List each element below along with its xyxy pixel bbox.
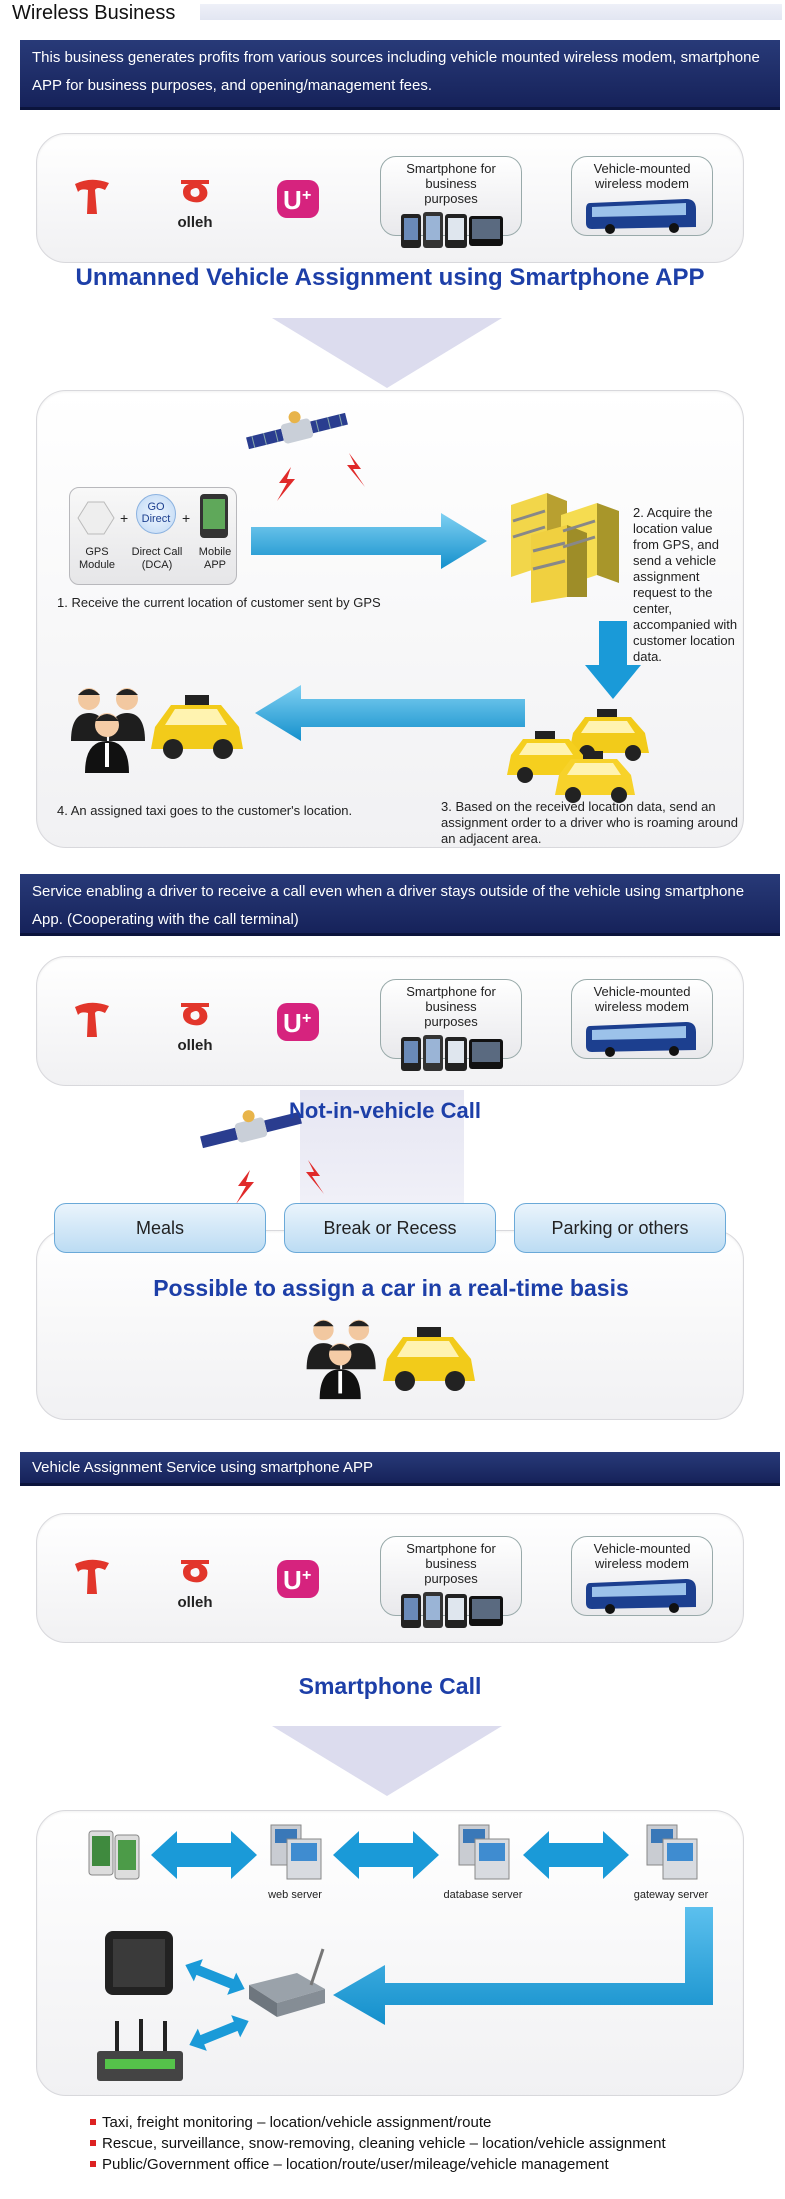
direct-call-label: Direct Call (DCA) bbox=[131, 546, 183, 571]
gps-module-label: GPS Module bbox=[78, 546, 116, 571]
olleh-logo-icon bbox=[175, 1554, 215, 1584]
olleh-label: olleh bbox=[177, 214, 213, 231]
vehicle-modem-badge bbox=[571, 979, 713, 1059]
smartphones-icon bbox=[391, 208, 511, 250]
carrier-panel-2 bbox=[36, 956, 744, 1086]
database-server-label: database server bbox=[443, 1889, 523, 1901]
assigned-taxi-icon bbox=[149, 687, 247, 761]
router-icon bbox=[93, 2017, 187, 2089]
bus-icon bbox=[582, 1016, 702, 1058]
step-2-text: 2. Acquire the location value from GPS, and send a vehicle assignment request to the center, accompanied with customer location data. bbox=[633, 505, 738, 664]
svg-text:U: U bbox=[283, 185, 302, 215]
device-group bbox=[69, 487, 237, 585]
step-3-text: 3. Based on the received location data, send an assignment order to a driver who is roaming around an adjacent area. bbox=[441, 799, 738, 846]
gps-flow-panel bbox=[36, 390, 744, 848]
signal-bolt-icon bbox=[230, 1170, 260, 1204]
smartphone-badge-label: Smartphone for business purposes bbox=[406, 161, 496, 206]
olleh-logo-icon bbox=[175, 997, 215, 1027]
lg-uplus-logo-icon bbox=[275, 999, 321, 1045]
bidirectional-arrow-icon bbox=[333, 1831, 439, 1879]
sk-telecom-logo-icon bbox=[69, 174, 115, 220]
olleh-logo-icon bbox=[175, 174, 215, 204]
pill-meals: Meals bbox=[54, 1203, 266, 1253]
customers-icon bbox=[65, 683, 155, 775]
tablet-icon bbox=[101, 1927, 177, 2001]
svg-text:U: U bbox=[283, 1008, 302, 1038]
sk-telecom-logo-icon bbox=[69, 997, 115, 1043]
arrow-right-icon bbox=[251, 513, 487, 569]
signal-bolt-icon bbox=[271, 467, 301, 501]
bus-icon bbox=[582, 1573, 702, 1615]
smartphone-badge bbox=[380, 1536, 522, 1616]
step-4-text: 4. An assigned taxi goes to the customer's location. bbox=[57, 803, 353, 818]
pill-parking-others: Parking or others bbox=[514, 1203, 726, 1253]
smartphone-badge-label: Smartphone for business purposes bbox=[406, 1541, 496, 1586]
smartphone-badge bbox=[380, 156, 522, 236]
service-banner: Service enabling a driver to receive a call even when a driver stays outside of the vehicle using smartphone App. (Cooperating with the call terminal) bbox=[20, 874, 780, 936]
assigned-taxi-icon bbox=[381, 1319, 479, 1393]
web-server-label: web server bbox=[268, 1889, 322, 1901]
vehicle-modem-badge bbox=[571, 1536, 713, 1616]
section3-headline: Smartphone Call bbox=[298, 1673, 482, 1699]
plus-sign: + bbox=[120, 510, 129, 526]
lg-uplus-logo-icon bbox=[275, 1556, 321, 1602]
olleh-label: olleh bbox=[177, 1037, 213, 1054]
vehicle-assignment-banner: Vehicle Assignment Service using smartphone APP bbox=[20, 1452, 780, 1486]
list-item: Rescue, surveillance, snow-removing, cleaning vehicle – location/vehicle assignment bbox=[90, 2133, 666, 2154]
web-server-icon bbox=[269, 1823, 323, 1881]
svg-text:U: U bbox=[283, 1565, 302, 1595]
carrier-panel-1 bbox=[36, 133, 744, 263]
mobile-phone-icon bbox=[198, 492, 230, 540]
smartphone-badge-label: Smartphone for business purposes bbox=[406, 984, 496, 1029]
taxi-fleet-icon bbox=[503, 699, 673, 809]
mobile-app-label: Mobile APP bbox=[198, 546, 232, 571]
small-bidirectional-arrow-icon bbox=[183, 1959, 247, 1995]
smartphone-badge bbox=[380, 979, 522, 1059]
lg-uplus-logo-icon bbox=[275, 176, 321, 222]
wireless-modem-icon bbox=[241, 1945, 333, 2025]
server-panel bbox=[36, 1810, 744, 2096]
olleh-label: olleh bbox=[177, 1594, 213, 1611]
funnel-arrow-1 bbox=[272, 318, 502, 388]
signal-bolt-icon bbox=[343, 453, 373, 487]
buildings-icon bbox=[501, 485, 625, 605]
arrow-left-icon bbox=[255, 685, 525, 741]
plus-sign: + bbox=[182, 510, 191, 526]
svg-text:+: + bbox=[302, 1010, 312, 1027]
title-rule bbox=[200, 4, 782, 20]
gateway-server-label: gateway server bbox=[633, 1889, 709, 1901]
realtime-panel bbox=[36, 1230, 744, 1420]
bidirectional-arrow-icon bbox=[523, 1831, 629, 1879]
section2-subheadline: Possible to assign a car in a real-time basis bbox=[153, 1275, 629, 1301]
section1-headline: Unmanned Vehicle Assignment using Smartphone APP bbox=[75, 264, 705, 291]
list-item: Taxi, freight monitoring – location/vehicle assignment/route bbox=[90, 2112, 666, 2133]
pill-break-recess: Break or Recess bbox=[284, 1203, 496, 1253]
vehicle-modem-badge bbox=[571, 156, 713, 236]
smartphones-icon bbox=[391, 1588, 511, 1630]
bus-icon bbox=[582, 193, 702, 235]
database-server-icon bbox=[457, 1823, 511, 1881]
vehicle-modem-badge-label: Vehicle-mounted wireless modem bbox=[593, 161, 691, 191]
funnel-arrow-3 bbox=[272, 1726, 502, 1796]
step-1-text: 1. Receive the current location of customer sent by GPS bbox=[57, 595, 381, 610]
arrow-down-icon bbox=[585, 621, 641, 699]
elbow-arrow-icon bbox=[333, 1907, 727, 2037]
svg-text:+: + bbox=[302, 1567, 312, 1584]
gps-module-icon bbox=[76, 498, 116, 538]
carrier-panel-3 bbox=[36, 1513, 744, 1643]
intro-banner: This business generates profits from various sources including vehicle mounted wireless modem, smartphone APP for business purposes, and opening/management fees. bbox=[20, 40, 780, 110]
signal-bolt-icon bbox=[302, 1160, 332, 1194]
satellite-icon bbox=[242, 403, 352, 459]
use-case-list bbox=[90, 2112, 666, 2175]
go-direct-icon: GO Direct bbox=[136, 494, 176, 534]
small-bidirectional-arrow-icon bbox=[187, 2015, 251, 2051]
sk-telecom-logo-icon bbox=[69, 1554, 115, 1600]
gateway-server-icon bbox=[645, 1823, 699, 1881]
customers-icon bbox=[301, 1315, 385, 1401]
section2-headline: Not-in-vehicle Call bbox=[289, 1098, 481, 1123]
bidirectional-arrow-icon bbox=[151, 1831, 257, 1879]
vehicle-modem-badge-label: Vehicle-mounted wireless modem bbox=[593, 984, 691, 1014]
svg-text:+: + bbox=[302, 187, 312, 204]
list-item: Public/Government office – location/route/user/mileage/vehicle management bbox=[90, 2154, 666, 2175]
smartphones-icon bbox=[87, 1827, 143, 1883]
vehicle-modem-badge-label: Vehicle-mounted wireless modem bbox=[593, 1541, 691, 1571]
smartphones-icon bbox=[391, 1031, 511, 1073]
page-title: Wireless Business bbox=[12, 2, 176, 24]
